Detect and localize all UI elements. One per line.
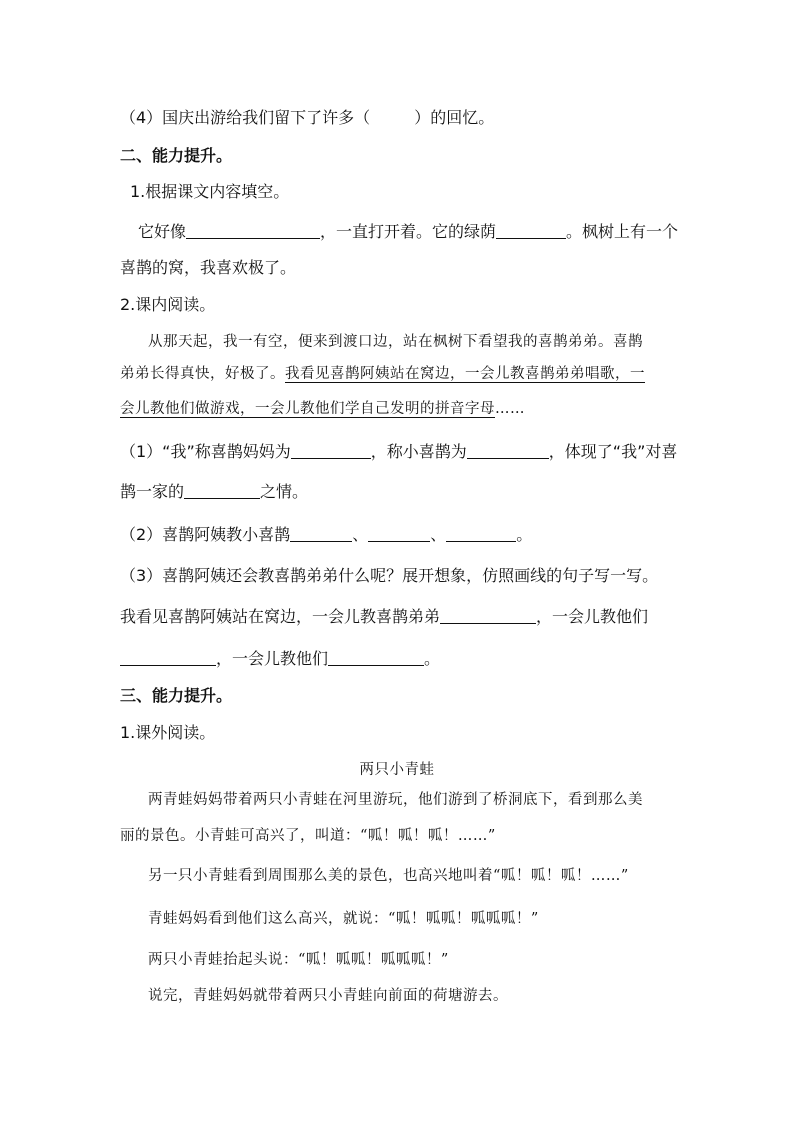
q4-prefix: （4）国庆出游给我们留下了许多（ [120,108,371,127]
passage-line-1: 从那天起，我一有空，便来到渡口边，站在枫树下看望我的喜鹊弟弟。喜鹊 [148,334,643,350]
item-3-label: 1.课外阅读。 [120,723,216,742]
q3-text-d: 。 [424,649,441,668]
fill-blank-1[interactable] [186,222,320,239]
section-3-heading: 三、能力提升。 [120,686,233,705]
passage-underlined-sentence-2: 会儿教他们做游戏，一会儿教他们学自己发明的拼音字母 [120,401,495,417]
q1-text-a: （1）“我”称喜鹊妈妈为 [120,442,291,461]
story-title: 两只小青蛙 [359,762,435,778]
question-3-prompt: （3）喜鹊阿姨还会教喜鹊弟弟什么呢？展开想象，仿照画线的句子写一写。 [120,566,659,585]
q2-separator-1: 、 [352,525,369,544]
q2-separator-2: 、 [430,525,447,544]
q2-end: 。 [516,525,533,544]
q3-text-a: 我看见喜鹊阿姨站在窝边，一会儿教喜鹊弟弟 [120,607,441,626]
q2-blank-3[interactable] [446,525,516,542]
q1-text-d: 鹊一家的 [120,482,185,501]
fill-text-3: 。枫树上有一个 [566,222,679,241]
fill-blank-2[interactable] [496,222,566,239]
q1-text-c: ，体现了“我”对喜 [548,442,678,461]
fill-text-2: ，一直打开着。它的绿荫 [320,222,497,241]
question-1-line-1 [120,442,677,462]
story-paragraph-2: 另一只小青蛙看到周围那么美的景色，也高兴地叫着“呱！呱！呱！……” [148,868,629,884]
q3-text-c: ，一会儿教他们 [216,649,329,668]
question-3-line-1 [120,607,648,627]
q3-blank-1[interactable] [440,607,536,624]
passage-line-2 [120,364,645,384]
q3-text-b: ，一会儿教他们 [536,607,649,626]
passage-line-3 [120,399,525,419]
question-3-line-2 [120,649,440,669]
q2-text: （2）喜鹊阿姨教小喜鹊 [120,525,291,544]
story-paragraph-4: 两只小青蛙抬起头说：“呱！呱呱！呱呱呱！” [148,952,449,968]
question-1-line-2 [120,482,308,502]
question-2 [120,525,532,545]
q4-suffix: ）的回忆。 [414,108,495,127]
q1-text-e: 之情。 [260,482,309,501]
q1-blank-3[interactable] [184,482,260,499]
fill-text-1: 它好像 [138,222,187,241]
passage-ellipsis: …… [495,401,525,417]
item-2-label: 2.课内阅读。 [120,295,216,314]
fill-in-line-1 [138,222,678,242]
story-paragraph-5: 说完，青蛙妈妈就带着两只小青蛙向前面的荷塘游去。 [148,988,508,1004]
q2-blank-1[interactable] [290,525,352,542]
q3-blank-2[interactable] [120,649,216,666]
question-4 [120,108,494,128]
story-paragraph-3: 青蛙妈妈看到他们这么高兴，就说：“呱！呱呱！呱呱呱！” [148,911,539,927]
q1-blank-2[interactable] [467,442,549,459]
q1-text-b: ，称小喜鹊为 [370,442,467,461]
fill-in-line-2: 喜鹊的窝，我喜欢极了。 [120,258,297,277]
story-paragraph-1-line-1: 两青蛙妈妈带着两只小青蛙在河里游玩，他们游到了桥洞底下，看到那么美 [148,792,643,808]
q1-blank-1[interactable] [291,442,371,459]
q2-blank-2[interactable] [368,525,430,542]
item-1-label: 1.根据课文内容填空。 [130,182,290,201]
passage-underlined-sentence-1: 我看见喜鹊阿姨站在窝边，一会儿教喜鹊弟弟唱歌，一 [285,366,645,382]
story-paragraph-1-line-2: 丽的景色。小青蛙可高兴了，叫道：“呱！呱！呱！……” [120,828,496,844]
passage-plain-text: 弟弟长得真快，好极了。 [120,366,285,382]
section-2-heading: 二、能力提升。 [120,146,233,165]
q3-blank-3[interactable] [328,649,424,666]
